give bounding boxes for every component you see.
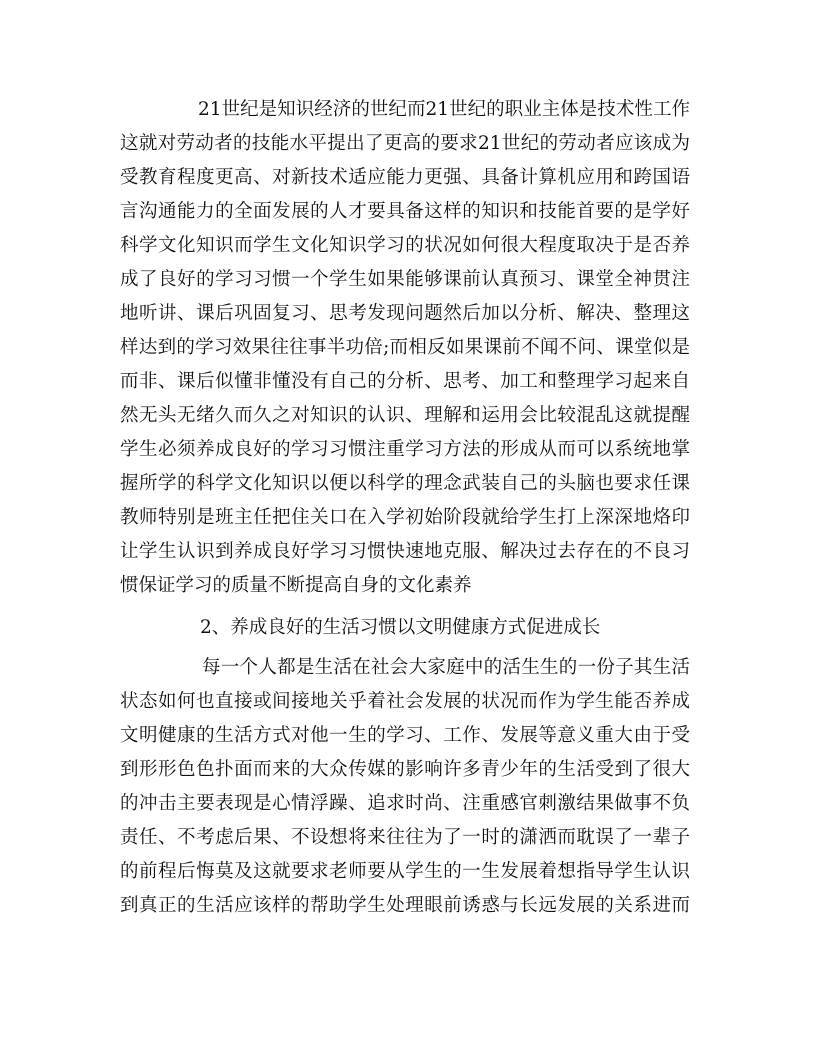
- paragraph-1-line-11: 学生必须养成良好的学习习惯注重学习方法的形成从而可以系统地掌: [120, 439, 690, 460]
- paragraph-1-line-7: 地听讲、课后巩固复习、思考发现问题然后加以分析、解决、整理这: [120, 303, 690, 324]
- paragraph-1-line-12: 握所学的科学文化知识以便以科学的理念武装自己的头脑也要求任课: [120, 473, 690, 494]
- paragraph-1-line-6: 成了良好的学习习惯一个学生如果能够课前认真预习、课堂全神贯注: [120, 269, 690, 290]
- paragraph-1-line-9: 而非、课后似懂非懂没有自己的分析、思考、加工和整理学习起来自: [120, 371, 690, 392]
- paragraph-1-line-13: 教师特别是班主任把住关口在入学初始阶段就给学生打上深深地烙印: [120, 507, 690, 528]
- paragraph-2-line-5: 的冲击主要表现是心情浮躁、追求时尚、注重感官刺激结果做事不负: [120, 793, 690, 814]
- section-heading: 2、养成良好的生活习惯以文明健康方式促进成长: [200, 617, 601, 638]
- paragraph-1-line-4: 言沟通能力的全面发展的人才要具备这样的知识和技能首要的是学好: [120, 201, 690, 222]
- paragraph-1-line-10: 然无头无绪久而久之对知识的认识、理解和运用会比较混乱这就提醒: [120, 405, 690, 426]
- paragraph-2-line-1: 每一个人都是生活在社会大家庭中的活生生的一份子其生活: [202, 657, 690, 678]
- paragraph-1-line-3: 受教育程度更高、对新技术适应能力更强、具备计算机应用和跨国语: [120, 167, 690, 188]
- paragraph-2-line-2: 状态如何也直接或间接地关乎着社会发展的状况而作为学生能否养成: [120, 691, 690, 712]
- paragraph-2-line-7: 的前程后悔莫及这就要求老师要从学生的一生发展着想指导学生认识: [120, 861, 690, 882]
- paragraph-1-line-1: 21世纪是知识经济的世纪而21世纪的职业主体是技术性工作: [198, 99, 690, 120]
- paragraph-1-line-2: 这就对劳动者的技能水平提出了更高的要求21世纪的劳动者应该成为: [120, 133, 690, 154]
- paragraph-2-line-8: 到真正的生活应该样的帮助学生处理眼前诱惑与长远发展的关系进而: [120, 895, 690, 916]
- paragraph-2-line-3: 文明健康的生活方式对他一生的学习、工作、发展等意义重大由于受: [120, 725, 690, 746]
- paragraph-1-line-15: 惯保证学习的质量不断提高自身的文化素养: [120, 575, 472, 596]
- paragraph-2-line-6: 责任、不考虑后果、不设想将来往往为了一时的潇洒而耽误了一辈子: [120, 827, 690, 848]
- paragraph-1-line-14: 让学生认识到养成良好学习习惯快速地克服、解决过去存在的不良习: [120, 541, 690, 562]
- paragraph-1-line-8: 样达到的学习效果往往事半功倍;而相反如果课前不闻不问、课堂似是: [120, 337, 690, 358]
- paragraph-2-line-4: 到形形色色扑面而来的大众传媒的影响许多青少年的生活受到了很大: [120, 759, 690, 780]
- paragraph-1-line-5: 科学文化知识而学生文化知识学习的状况如何很大程度取决于是否养: [120, 235, 690, 256]
